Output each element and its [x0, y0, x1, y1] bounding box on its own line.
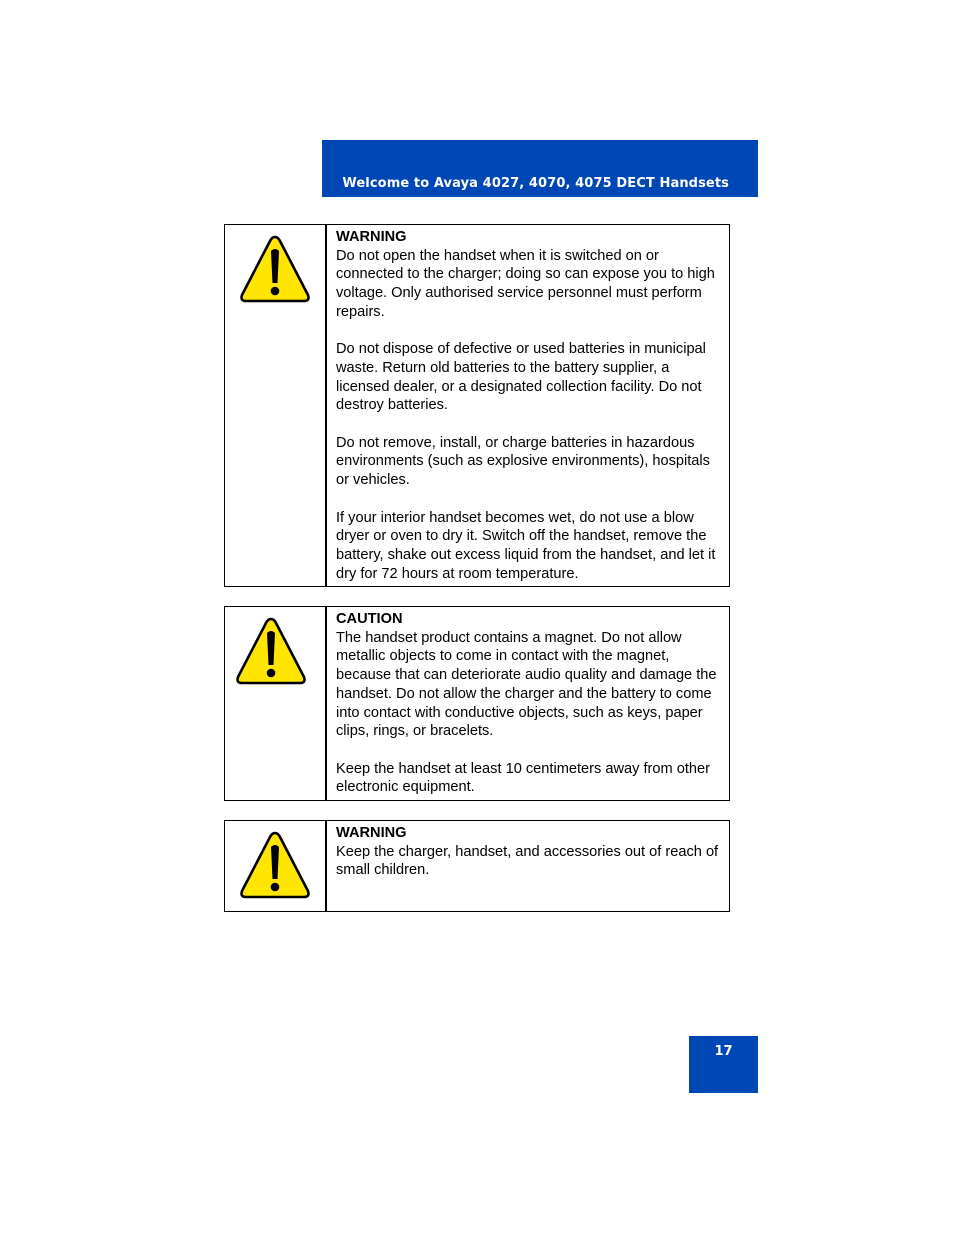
- page-number: 17: [714, 1044, 733, 1059]
- warning-triangle-icon: [239, 829, 311, 901]
- notice-paragraph: Keep the handset at least 10 centimeters away from other electronic equipment.: [336, 760, 710, 796]
- notice-heading: WARNING: [336, 825, 407, 841]
- notice-heading: WARNING: [336, 229, 407, 245]
- warning-triangle-icon: [239, 233, 311, 305]
- notice-icon-cell: [225, 607, 327, 800]
- notice-paragraph: Keep the charger, handset, and accessories out of reach of small children.: [336, 843, 719, 879]
- page-number-box: [689, 1036, 758, 1093]
- header-bar: [322, 140, 758, 197]
- notice-text: [327, 225, 729, 586]
- notice-heading: CAUTION: [336, 611, 403, 627]
- notice-paragraph: The handset product contains a magnet. Do not allow metallic objects to come in contact with the magnet, because that can deteriorate audio quality and damage the handset. Do not allow the charger and the battery to come into contact with conductive objects, such as keys, paper clips, rings, or bracelets.: [336, 629, 717, 740]
- notice-icon-cell: [225, 225, 327, 586]
- notice-text: [327, 607, 729, 800]
- warning-triangle-icon: [235, 615, 307, 687]
- notice-paragraph: Do not remove, install, or charge batteries in hazardous environments (such as explosive environments), hospitals or vehicles.: [336, 434, 710, 489]
- notice-paragraph: Do not open the handset when it is switched on or connected to the charger; doing so can expose you to high voltage. Only authorised service personnel must perform repairs.: [336, 247, 715, 320]
- warning-notice-2: [224, 820, 730, 912]
- page-header-title: Welcome to Avaya 4027, 4070, 4075 DECT Handsets: [342, 176, 729, 191]
- notice-icon-cell: [225, 821, 327, 911]
- caution-notice: [224, 606, 730, 801]
- notice-paragraph: Do not dispose of defective or used batteries in municipal waste. Return old batteries to the battery supplier, a licensed dealer, or a designated collection facility. Do not destroy batteries.: [336, 341, 706, 414]
- notice-paragraph: If your interior handset becomes wet, do not use a blow dryer or oven to dry it. Switch off the handset, remove the battery, shake out excess liquid from the handset, and let it dry for 72 hours at room temperature.: [336, 509, 716, 582]
- notice-text: [327, 821, 729, 911]
- warning-notice-1: [224, 224, 730, 587]
